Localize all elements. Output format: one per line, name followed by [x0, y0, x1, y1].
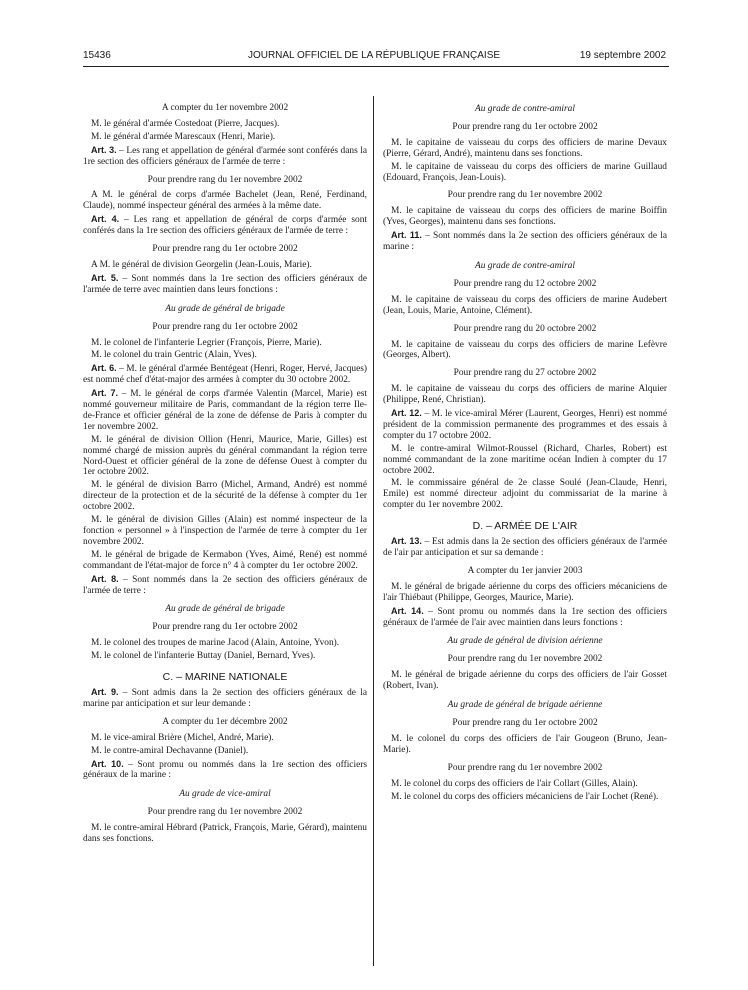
- article-number: Art. 13.: [391, 536, 422, 547]
- left-column: [83, 96, 367, 847]
- date-line: Pour prendre rang du 12 octobre 2002: [453, 278, 597, 289]
- date-line: Pour prendre rang du 27 octobre 2002: [453, 368, 597, 379]
- article-text: – Sont nommés dans la 1re section des officiers généraux de l'armée de terre avec maintien dans leurs fonctions :: [83, 273, 367, 295]
- article-paragraph: [383, 408, 667, 442]
- grade-heading: Au grade de général de brigade: [165, 604, 285, 615]
- article-text: – M. le général de corps d'armée Valentin (Marcel, Marie) est nommé gouverneur militaire de Paris, commandant de la région terre Ile-de-France et officier général de la zone de défense de Paris à compter du 1er novembre 2002.: [83, 389, 367, 432]
- section-heading: C. – MARINE NATIONALE: [162, 671, 288, 684]
- paragraph: M. le commissaire général de 2e classe Soulé (Jean-Claude, Henri, Emile) est nommé directeur adjoint du commissariat de la marine à compter du 1er novembre 2002.: [383, 478, 667, 511]
- paragraph: M. le colonel des troupes de marine Jacod (Alain, Antoine, Yvon).: [91, 638, 340, 649]
- paragraph: M. le capitaine de vaisseau du corps des officiers de marine Devaux (Pierre, Gérard, André), maintenu dans ses fonctions.: [383, 137, 667, 159]
- article-paragraph: [83, 574, 367, 597]
- paragraph: A M. le général de division Georgelin (Jean-Louis, Marie).: [91, 259, 312, 270]
- article-paragraph: [83, 687, 367, 710]
- paragraph: M. le capitaine de vaisseau du corps des officiers de marine Audebert (Jean, Louis, Marie, Antoine, Clément).: [383, 294, 667, 316]
- article-text: – Sont nommés dans la 2e section des officiers généraux de l'armée de terre :: [83, 574, 367, 596]
- article-text: – Les rang et appellation de général de corps d'armée sont conférés dans la 1re section des officiers généraux de l'armée de terre :: [83, 215, 367, 237]
- date-line: Pour prendre rang du 1er octobre 2002: [152, 321, 298, 332]
- paragraph: M. le général de division Gilles (Alain) est nommé inspecteur de la fonction « personnel » à l'inspection de l'armée de terre à compter du 1er novembre 2002.: [83, 515, 367, 547]
- paragraph: M. le colonel du corps des officiers mécaniciens de l'air Lochet (René).: [391, 791, 659, 802]
- journal-title: JOURNAL OFFICIEL DE LA RÉPUBLIQUE FRANÇAISE: [247, 50, 501, 61]
- paragraph: M. le colonel de l'infanterie Legrier (François, Pierre, Marie).: [91, 337, 322, 348]
- grade-heading: Au grade de contre-amiral: [475, 104, 575, 114]
- paragraph: M. le contre-amiral Hébrard (Patrick, François, Marie, Gérard), maintenu dans ses fonctions.: [83, 823, 367, 845]
- paragraph: M. le vice-amiral Brière (Michel, André, Marie).: [91, 732, 274, 743]
- date-line: Pour prendre rang du 1er octobre 2002: [152, 622, 298, 633]
- paragraph: M. le colonel de l'infanterie Buttay (Daniel, Bernard, Yves).: [91, 651, 316, 662]
- grade-heading: Au grade de contre-amiral: [475, 260, 575, 271]
- article-paragraph: [383, 536, 667, 559]
- date-line: Pour prendre rang du 1er novembre 2002: [447, 762, 603, 773]
- date-line: Pour prendre rang du 1er novembre 2002: [447, 654, 603, 665]
- paragraph: M. le capitaine de vaisseau du corps des officiers de marine Guillaud (Edouard, François, Jean-Louis).: [383, 161, 667, 183]
- article-text: – Sont admis dans la 2e section des officiers généraux de la marine par anticipation et sur leur demande :: [83, 687, 367, 709]
- paragraph: M. le contre-amiral Dechavanne (Daniel).: [91, 745, 249, 756]
- paragraph: M. le capitaine de vaisseau du corps des officiers de marine Lefèvre (Georges, Albert).: [383, 339, 667, 361]
- paragraph: M. le colonel du corps des officiers de l'air Collart (Gilles, Alain).: [391, 778, 638, 789]
- paragraph: M. le contre-amiral Wilmot-Roussel (Richard, Charles, Robert) est nommé commandant de la zone maritime océan Indien à compter du 17 octobre 2002.: [383, 443, 667, 476]
- article-text: – Sont promu ou nommés dans la 1re section des officiers généraux de l'armée de l'air avec maintien dans leurs fonctions :: [383, 606, 667, 628]
- date-line: Pour prendre rang du 1er octobre 2002: [452, 121, 598, 132]
- header-rule: [83, 66, 669, 67]
- date-line: Pour prendre rang du 1er octobre 2002: [452, 717, 598, 728]
- page-number: 15436: [83, 50, 111, 61]
- paragraph: M. le général de division Barro (Michel, Armand, André) est nommé directeur de la protection et de la sécurité de la défense à compter du 1er octobre 2002.: [83, 480, 367, 513]
- article-paragraph: [83, 214, 367, 237]
- paragraph: M. le général de brigade de Kermabon (Yves, Aimé, René) est nommé commandant de l'état-major de force n° 4 à compter du 1er octobre 2002.: [83, 549, 367, 571]
- article-text: – Sont promu ou nommés dans la 1re section des officiers généraux de la marine :: [83, 759, 367, 781]
- paragraph: M. le général de brigade aérienne du corps des officiers mécaniciens de l'air Thiébaut (Philippe, Georges, Maurice, Marie).: [383, 581, 667, 603]
- date-line: Pour prendre rang du 1er novembre 2002: [147, 174, 303, 185]
- article-number: Art. 3.: [91, 144, 117, 155]
- article-number: Art. 8.: [91, 573, 119, 584]
- paragraph: A M. le général de corps d'armée Bachelet (Jean, René, Ferdinand, Claude), nommé inspecteur général des armées à la même date.: [83, 190, 367, 212]
- article-number: Art. 11.: [391, 230, 422, 241]
- article-paragraph: [83, 273, 367, 296]
- article-text: – M. le vice-amiral Mérer (Laurent, Georges, Henri) est nommé président de la commission permanente des programmes et des essais à compter du 17 octobre 2002.: [383, 409, 667, 441]
- article-paragraph: [383, 606, 667, 629]
- article-paragraph: [83, 759, 367, 782]
- article-number: Art. 12.: [391, 408, 422, 419]
- article-number: Art. 10.: [91, 758, 124, 769]
- date-line: Pour prendre rang du 1er novembre 2002: [147, 807, 303, 818]
- article-number: Art. 6.: [91, 363, 117, 374]
- article-text: – Est admis dans la 2e section des officiers généraux de l'armée de l'air par anticipation et sur sa demande :: [383, 537, 668, 558]
- date-line: A compter du 1er décembre 2002: [162, 716, 288, 727]
- article-paragraph: [83, 388, 367, 433]
- article-text: – M. le général d'armée Bentégeat (Henri, Roger, Hervé, Jacques) est nommé chef d'état-major des armées à compter du 30 octobre 2002.: [83, 364, 367, 386]
- paragraph: M. le général de brigade aérienne du corps des officiers de l'air Gosset (Robert, Ivan).: [383, 670, 667, 692]
- date-line: Pour prendre rang du 20 octobre 2002: [453, 323, 597, 334]
- grade-heading: Au grade de général de brigade: [165, 303, 285, 314]
- right-column: [383, 96, 667, 804]
- grade-heading: Au grade de général de division aérienne: [447, 636, 603, 647]
- grade-heading: Au grade de vice-amiral: [179, 789, 271, 800]
- paragraph: M. le capitaine de vaisseau du corps des officiers de marine Boiffin (Yves, Georges), maintenu dans ses fonctions.: [383, 206, 667, 228]
- date-line: A compter du 1er novembre 2002: [161, 103, 289, 113]
- date-line: Pour prendre rang du 1er novembre 2002: [447, 190, 603, 201]
- paragraph: M. le colonel du corps des officiers de l'air Gougeon (Bruno, Jean-Marie).: [383, 733, 667, 755]
- paragraph: M. le général d'armée Costedoat (Pierre, Jacques).: [91, 118, 280, 129]
- article-number: Art. 9.: [91, 686, 119, 697]
- grade-heading: Au grade de général de brigade aérienne: [447, 700, 603, 711]
- paragraph: M. le colonel du train Gentric (Alain, Yves).: [91, 350, 257, 361]
- column-divider: [373, 96, 374, 966]
- section-heading: D. – ARMÉE DE L'AIR: [472, 520, 578, 533]
- article-number: Art. 5.: [91, 272, 119, 283]
- article-number: Art. 7.: [91, 388, 118, 399]
- date-line: Pour prendre rang du 1er octobre 2002: [152, 244, 298, 255]
- paragraph: M. le général de division Ollion (Henri, Maurice, Marie, Gilles) est nommé chargé de mission auprès du général commandant la région terre Nord-Ouest et officier général de la zone de défense Ouest à compter du 1er octobre 2002.: [83, 434, 367, 478]
- article-number: Art. 4.: [91, 214, 120, 225]
- article-paragraph: [383, 230, 667, 253]
- article-number: Art. 14.: [391, 605, 424, 616]
- page-header: [0, 50, 748, 64]
- article-text: – Sont nommés dans la 2e section des officiers généraux de la marine :: [383, 231, 667, 253]
- issue-date: 19 septembre 2002: [579, 50, 666, 61]
- date-line: A compter du 1er janvier 2003: [467, 565, 583, 576]
- article-text: – Les rang et appellation de général d'armée sont conférés dans la 1re section des officiers généraux de l'armée de terre :: [83, 145, 367, 167]
- article-paragraph: [83, 145, 367, 168]
- article-paragraph: [83, 363, 367, 386]
- paragraph: M. le général d'armée Marescaux (Henri, Marie).: [91, 131, 276, 142]
- paragraph: M. le capitaine de vaisseau du corps des officiers de marine Alquier (Philippe, René, Christian).: [383, 384, 667, 406]
